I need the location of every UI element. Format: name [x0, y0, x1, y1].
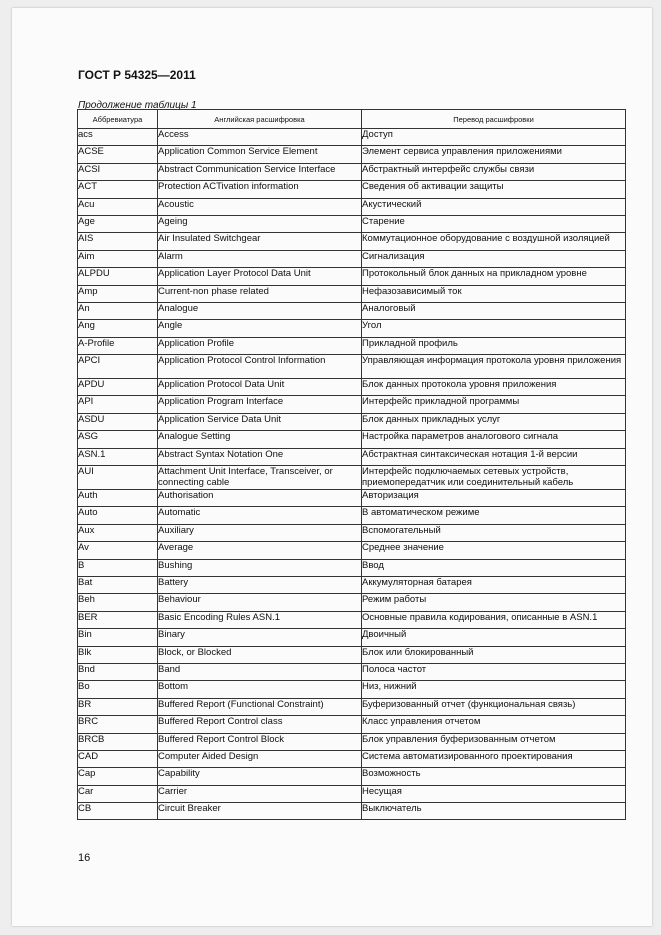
english-expansion-cell: Access	[158, 129, 362, 146]
translation-cell: Настройка параметров аналогового сигнала	[362, 431, 626, 448]
translation-cell: Интерфейс прикладной программы	[362, 396, 626, 413]
english-expansion-cell: Buffered Report Control Block	[158, 733, 362, 750]
translation-cell: Сведения об активации защиты	[362, 181, 626, 198]
table-row	[78, 524, 626, 541]
abbreviation-cell: A-Profile	[78, 337, 158, 354]
table-row	[78, 431, 626, 448]
english-expansion-cell: Protection ACTivation information	[158, 181, 362, 198]
table-row	[78, 576, 626, 593]
table-row	[78, 448, 626, 465]
abbreviation-cell: B	[78, 559, 158, 576]
translation-cell: Интерфейс подключаемых сетевых устройств, приемопередатчик или соединительный кабель	[362, 466, 626, 490]
abbreviation-cell: Beh	[78, 594, 158, 611]
abbreviation-cell: ACT	[78, 181, 158, 198]
translation-cell: Ввод	[362, 559, 626, 576]
table-row	[78, 302, 626, 319]
table-row	[78, 355, 626, 379]
abbreviation-cell: Amp	[78, 285, 158, 302]
translation-cell: В автоматическом режиме	[362, 507, 626, 524]
abbreviation-cell: ASN.1	[78, 448, 158, 465]
table-row	[78, 466, 626, 490]
abbreviation-cell: BRCB	[78, 733, 158, 750]
english-expansion-cell: Auxiliary	[158, 524, 362, 541]
english-expansion-cell: Abstract Communication Service Interface	[158, 163, 362, 180]
abbreviation-cell: Age	[78, 215, 158, 232]
abbreviation-cell: Cap	[78, 768, 158, 785]
english-expansion-cell: Application Profile	[158, 337, 362, 354]
translation-cell: Сигнализация	[362, 250, 626, 267]
table-row	[78, 750, 626, 767]
english-expansion-cell: Battery	[158, 576, 362, 593]
column-header-translation: Перевод расшифровки	[362, 110, 626, 129]
table-row	[78, 129, 626, 146]
abbreviation-cell: Auto	[78, 507, 158, 524]
translation-cell: Управляющая информация протокола уровня приложения	[362, 355, 626, 379]
abbreviation-cell: BER	[78, 611, 158, 628]
table-row	[78, 611, 626, 628]
english-expansion-cell: Application Service Data Unit	[158, 413, 362, 430]
table-row	[78, 337, 626, 354]
translation-cell: Основные правила кодирования, описанные в ASN.1	[362, 611, 626, 628]
abbreviation-cell: AUI	[78, 466, 158, 490]
english-expansion-cell: Capability	[158, 768, 362, 785]
table-header-row	[78, 110, 626, 129]
translation-cell: Двоичный	[362, 629, 626, 646]
translation-cell: Полоса частот	[362, 663, 626, 680]
abbreviation-cell: APCI	[78, 355, 158, 379]
english-expansion-cell: Abstract Syntax Notation One	[158, 448, 362, 465]
english-expansion-cell: Buffered Report Control class	[158, 716, 362, 733]
table-row	[78, 785, 626, 802]
english-expansion-cell: Automatic	[158, 507, 362, 524]
translation-cell: Прикладной профиль	[362, 337, 626, 354]
table-continuation-caption: Продолжение таблицы 1	[78, 100, 197, 111]
translation-cell: Абстрактный интерфейс службы связи	[362, 163, 626, 180]
table-row	[78, 250, 626, 267]
page-number: 16	[78, 852, 91, 864]
translation-cell: Среднее значение	[362, 542, 626, 559]
translation-cell: Блок управления буферизованным отчетом	[362, 733, 626, 750]
english-expansion-cell: Acoustic	[158, 198, 362, 215]
translation-cell: Старение	[362, 215, 626, 232]
abbreviation-cell: ACSE	[78, 146, 158, 163]
abbreviation-cell: AIS	[78, 233, 158, 250]
abbreviation-cell: API	[78, 396, 158, 413]
table-row	[78, 507, 626, 524]
translation-cell: Выключатель	[362, 803, 626, 820]
english-expansion-cell: Carrier	[158, 785, 362, 802]
english-expansion-cell: Buffered Report (Functional Constraint)	[158, 698, 362, 715]
table-row	[78, 768, 626, 785]
abbreviations-table	[77, 109, 626, 820]
table-row	[78, 733, 626, 750]
translation-cell: Несущая	[362, 785, 626, 802]
translation-cell: Доступ	[362, 129, 626, 146]
table-row	[78, 716, 626, 733]
abbreviation-cell: acs	[78, 129, 158, 146]
abbreviation-cell: ASDU	[78, 413, 158, 430]
abbreviation-cell: ALPDU	[78, 268, 158, 285]
table-body	[78, 129, 626, 820]
abbreviation-cell: Acu	[78, 198, 158, 215]
column-header-english: Английская расшифровка	[158, 110, 362, 129]
translation-cell: Блок данных протокола уровня приложения	[362, 379, 626, 396]
english-expansion-cell: Block, or Blocked	[158, 646, 362, 663]
english-expansion-cell: Current-non phase related	[158, 285, 362, 302]
english-expansion-cell: Air Insulated Switchgear	[158, 233, 362, 250]
table-row	[78, 181, 626, 198]
table-row	[78, 594, 626, 611]
english-expansion-cell: Binary	[158, 629, 362, 646]
table-row	[78, 215, 626, 232]
table-row	[78, 198, 626, 215]
english-expansion-cell: Application Layer Protocol Data Unit	[158, 268, 362, 285]
english-expansion-cell: Alarm	[158, 250, 362, 267]
translation-cell: Возможность	[362, 768, 626, 785]
table-row	[78, 629, 626, 646]
abbreviation-cell: Bin	[78, 629, 158, 646]
table-row	[78, 285, 626, 302]
abbreviation-cell: Blk	[78, 646, 158, 663]
english-expansion-cell: Application Program Interface	[158, 396, 362, 413]
translation-cell: Низ, нижний	[362, 681, 626, 698]
english-expansion-cell: Analogue Setting	[158, 431, 362, 448]
translation-cell: Аналоговый	[362, 302, 626, 319]
table-row	[78, 490, 626, 507]
abbreviation-cell: Av	[78, 542, 158, 559]
translation-cell: Класс управления отчетом	[362, 716, 626, 733]
table-row	[78, 413, 626, 430]
abbreviation-cell: Aim	[78, 250, 158, 267]
table-row	[78, 320, 626, 337]
abbreviation-cell: BRC	[78, 716, 158, 733]
abbreviation-cell: An	[78, 302, 158, 319]
table-row	[78, 233, 626, 250]
abbreviation-cell: Bnd	[78, 663, 158, 680]
english-expansion-cell: Computer Aided Design	[158, 750, 362, 767]
english-expansion-cell: Behaviour	[158, 594, 362, 611]
abbreviation-cell: ACSI	[78, 163, 158, 180]
english-expansion-cell: Bottom	[158, 681, 362, 698]
translation-cell: Угол	[362, 320, 626, 337]
english-expansion-cell: Band	[158, 663, 362, 680]
translation-cell: Авторизация	[362, 490, 626, 507]
translation-cell: Аккумуляторная батарея	[362, 576, 626, 593]
translation-cell: Коммутационное оборудование с воздушной изоляцией	[362, 233, 626, 250]
abbreviation-cell: CB	[78, 803, 158, 820]
translation-cell: Абстрактная синтаксическая нотация 1-й версии	[362, 448, 626, 465]
english-expansion-cell: Application Protocol Data Unit	[158, 379, 362, 396]
translation-cell: Система автоматизированного проектирования	[362, 750, 626, 767]
abbreviation-cell: CAD	[78, 750, 158, 767]
table-row	[78, 646, 626, 663]
document-title: ГОСТ Р 54325—2011	[78, 68, 196, 82]
table-row	[78, 163, 626, 180]
english-expansion-cell: Bushing	[158, 559, 362, 576]
english-expansion-cell: Circuit Breaker	[158, 803, 362, 820]
table-row	[78, 379, 626, 396]
translation-cell: Блок или блокированный	[362, 646, 626, 663]
english-expansion-cell: Application Common Service Element	[158, 146, 362, 163]
english-expansion-cell: Authorisation	[158, 490, 362, 507]
abbreviation-cell: Bo	[78, 681, 158, 698]
table-row	[78, 663, 626, 680]
translation-cell: Режим работы	[362, 594, 626, 611]
english-expansion-cell: Average	[158, 542, 362, 559]
column-header-abbreviation: Аббревиатура	[78, 110, 158, 129]
abbreviation-cell: Car	[78, 785, 158, 802]
table-row	[78, 542, 626, 559]
abbreviation-cell: APDU	[78, 379, 158, 396]
table-row	[78, 396, 626, 413]
translation-cell: Буферизованный отчет (функциональная связь)	[362, 698, 626, 715]
translation-cell: Протокольный блок данных на прикладном уровне	[362, 268, 626, 285]
english-expansion-cell: Basic Encoding Rules ASN.1	[158, 611, 362, 628]
document-page	[12, 8, 652, 926]
table-row	[78, 268, 626, 285]
table-row	[78, 803, 626, 820]
abbreviation-cell: Auth	[78, 490, 158, 507]
english-expansion-cell: Angle	[158, 320, 362, 337]
translation-cell: Блок данных прикладных услуг	[362, 413, 626, 430]
translation-cell: Вспомогательный	[362, 524, 626, 541]
abbreviation-cell: BR	[78, 698, 158, 715]
abbreviation-cell: Bat	[78, 576, 158, 593]
translation-cell: Элемент сервиса управления приложениями	[362, 146, 626, 163]
table-row	[78, 559, 626, 576]
table-row	[78, 146, 626, 163]
abbreviation-cell: ASG	[78, 431, 158, 448]
english-expansion-cell: Attachment Unit Interface, Transceiver, or connecting cable	[158, 466, 362, 490]
abbreviation-cell: Aux	[78, 524, 158, 541]
translation-cell: Акустический	[362, 198, 626, 215]
english-expansion-cell: Ageing	[158, 215, 362, 232]
abbreviation-cell: Ang	[78, 320, 158, 337]
table-row	[78, 698, 626, 715]
translation-cell: Нефазозависимый ток	[362, 285, 626, 302]
english-expansion-cell: Analogue	[158, 302, 362, 319]
table-row	[78, 681, 626, 698]
english-expansion-cell: Application Protocol Control Information	[158, 355, 362, 379]
